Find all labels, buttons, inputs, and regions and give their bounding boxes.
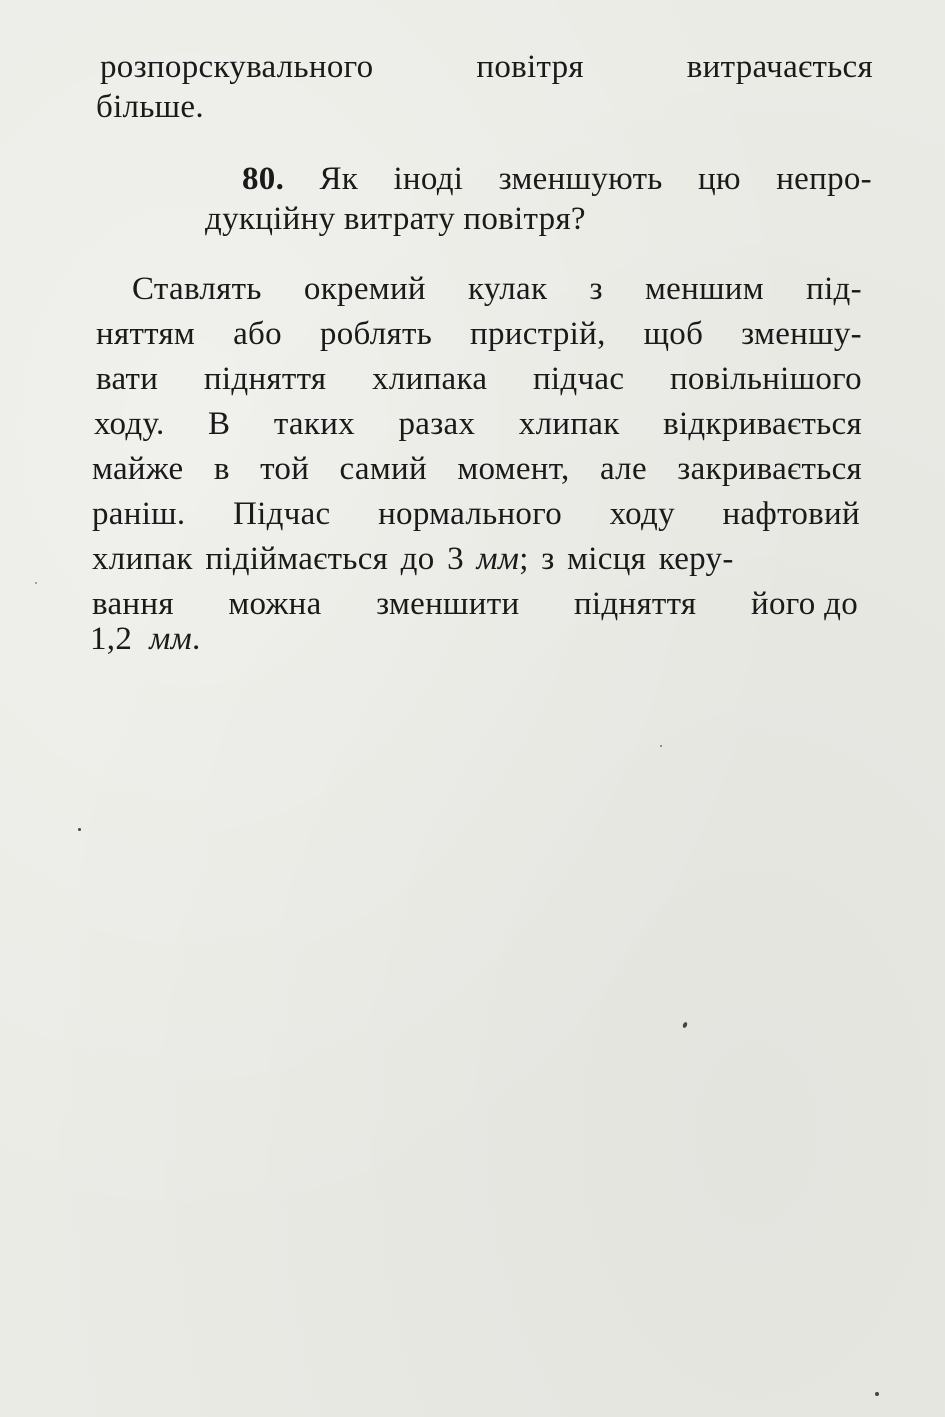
unit-mm: мм bbox=[476, 541, 520, 577]
text-word: повітря bbox=[476, 49, 584, 85]
text-word: підняття bbox=[203, 361, 327, 397]
text-word: ходу. bbox=[94, 406, 165, 442]
text-word: підняття bbox=[573, 586, 697, 622]
carryover-line-1 bbox=[100, 46, 873, 88]
unit-mm: мм bbox=[149, 621, 192, 657]
text-word: цю bbox=[697, 161, 741, 197]
text-word: в bbox=[213, 451, 230, 487]
question-line-1 bbox=[242, 158, 872, 200]
text-word: той bbox=[260, 451, 310, 487]
text-word: Підчас bbox=[233, 496, 331, 532]
question-line-2: дукційну витрату повітря? bbox=[205, 201, 586, 237]
text-run: ; з місця керу- bbox=[519, 541, 734, 577]
text-word: повільнішого bbox=[669, 361, 862, 397]
text-word: хлипак bbox=[518, 406, 620, 442]
paper-speck bbox=[78, 828, 81, 831]
text-word: його до bbox=[750, 586, 858, 622]
text-word: непро- bbox=[776, 161, 872, 197]
answer-line-4 bbox=[94, 403, 862, 445]
text-word: роблять bbox=[319, 316, 433, 352]
text-word: разах bbox=[398, 406, 476, 442]
paper-speck bbox=[35, 582, 37, 584]
answer-line-2 bbox=[96, 313, 862, 355]
text-word: іноді bbox=[393, 161, 464, 197]
text-word: вання bbox=[92, 586, 174, 622]
text-word: нормального bbox=[378, 496, 563, 532]
text-word: зменшують bbox=[498, 161, 663, 197]
text-word: зменшу- bbox=[741, 316, 862, 352]
text-word: відкривається bbox=[663, 406, 862, 442]
answer-line-8 bbox=[92, 583, 858, 625]
text-word: самий bbox=[339, 451, 427, 487]
answer-line-7 bbox=[92, 538, 860, 580]
text-word: ходу bbox=[609, 496, 675, 532]
paper-speck bbox=[682, 1021, 688, 1028]
carryover-line-2: більше. bbox=[96, 89, 204, 125]
answer-line-6 bbox=[92, 493, 860, 535]
text-word: щоб bbox=[643, 316, 704, 352]
text-word: закривається bbox=[677, 451, 862, 487]
text-word: Ставлять bbox=[132, 271, 262, 307]
question-number: 80. bbox=[242, 161, 285, 197]
text-word: підчас bbox=[532, 361, 625, 397]
text-word: меншим bbox=[645, 271, 764, 307]
text-word: пристрій, bbox=[470, 316, 606, 352]
answer-line-5 bbox=[92, 448, 862, 490]
text-word: В bbox=[208, 406, 231, 442]
text-word: момент, bbox=[457, 451, 570, 487]
text-word: окремий bbox=[303, 271, 426, 307]
text-run: хлипак підіймається до 3 bbox=[92, 541, 464, 577]
answer-line-1 bbox=[132, 268, 862, 310]
text-word: раніш. bbox=[92, 496, 186, 532]
text-word: під- bbox=[806, 271, 862, 307]
text-word: але bbox=[599, 451, 647, 487]
text-word: таких bbox=[273, 406, 355, 442]
period: . bbox=[192, 621, 201, 657]
paper-speck bbox=[875, 1392, 879, 1396]
text-word: розпорскувального bbox=[100, 49, 374, 85]
paper-speck bbox=[660, 745, 662, 747]
answer-line-9 bbox=[90, 618, 201, 660]
text-word: Як bbox=[319, 161, 359, 197]
text-word: або bbox=[233, 316, 282, 352]
text-word: хлипака bbox=[372, 361, 488, 397]
text-word: з bbox=[589, 271, 603, 307]
text-word: майже bbox=[92, 451, 184, 487]
text-word: вати bbox=[96, 361, 159, 397]
text-word: можна bbox=[228, 586, 322, 622]
text-word: витрачається bbox=[686, 49, 873, 85]
text-word: зменшити bbox=[376, 586, 520, 622]
value: 1,2 bbox=[90, 621, 133, 657]
answer-line-3 bbox=[96, 358, 862, 400]
text-word: няттям bbox=[96, 316, 196, 352]
text-word: кулак bbox=[468, 271, 548, 307]
text-word: нафтовий bbox=[722, 496, 860, 532]
